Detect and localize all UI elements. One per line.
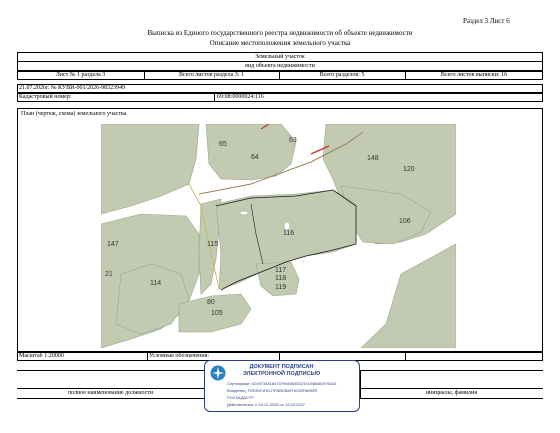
map-label-65: 65 bbox=[219, 141, 227, 148]
cadastral-number: 69:08:0000024:116 bbox=[217, 94, 264, 100]
map-label-117: 117 bbox=[275, 267, 287, 274]
map-label-120: 120 bbox=[403, 166, 415, 173]
map-label-147: 147 bbox=[107, 241, 119, 248]
map-label-118: 118 bbox=[275, 275, 287, 282]
scale-label: Масштаб 1:20000 bbox=[19, 353, 64, 359]
cadastral-map bbox=[101, 124, 456, 348]
date-number: 21.07.2026г. № КУВИ-001/2026-98323949 bbox=[19, 85, 126, 91]
legend-label: Условные обозначения: bbox=[149, 353, 210, 359]
map-label-119: 119 bbox=[275, 284, 287, 291]
parcel-top-left bbox=[101, 124, 199, 214]
object-type-caption: вид объекта недвижимости bbox=[245, 63, 315, 69]
position-caption: полное наименование должности bbox=[67, 390, 154, 396]
stamp-title-1: ДОКУМЕНТ ПОДПИСАН bbox=[249, 364, 314, 370]
map-label-115: 115 bbox=[207, 241, 219, 248]
map-label-64: 64 bbox=[251, 154, 259, 161]
stamp-title-2: ЭЛЕКТРОННОЙ ПОДПИСЬЮ bbox=[242, 371, 321, 377]
sheet-number: Лист № 1 раздела 3 bbox=[55, 72, 106, 78]
map-label-21: 21 bbox=[105, 271, 113, 278]
map-label-116: 116 bbox=[283, 230, 295, 237]
map-label-80: 80 bbox=[207, 299, 215, 306]
stamp-validity: Действителен: с 24.12.2025 по 19.03.2027 bbox=[227, 402, 305, 407]
section-sheet-label: Раздел 3 Лист 6 bbox=[463, 17, 510, 25]
electronic-signature-stamp bbox=[204, 360, 360, 412]
document-title: Выписка из Единого государственного реестра недвижимости об объекте недвижимости bbox=[147, 29, 413, 37]
parcel-114 bbox=[116, 264, 189, 334]
stamp-owner: Владелец: ПУБЛИЧНО-ПРАВОВАЯ КОМПАНИЯ bbox=[227, 388, 317, 393]
stamp-owner-2: РОСКАДАСТР bbox=[227, 395, 254, 400]
map-label-106: 106 bbox=[399, 218, 411, 225]
parcel-63-65 bbox=[206, 124, 296, 180]
total-sections: Всего разделов: 5 bbox=[319, 72, 365, 78]
map-label-105: 105 bbox=[211, 310, 223, 317]
map-label-114: 114 bbox=[150, 280, 162, 287]
parcel-bottom-right bbox=[361, 244, 456, 348]
object-type: Земельный участок bbox=[255, 54, 305, 60]
total-sheets-section: Всего листов раздела 3: 1 bbox=[179, 72, 244, 78]
map-label-63: 63 bbox=[289, 137, 297, 144]
initials-caption: инициалы, фамилия bbox=[425, 390, 478, 396]
cadastral-row bbox=[17, 93, 543, 102]
total-sheets-extract: Всего листов выписки: 16 bbox=[440, 72, 508, 78]
document-subtitle: Описание местоположения земельного участка bbox=[209, 39, 351, 47]
plan-title: План (чертеж, схема) земельного участка bbox=[21, 111, 127, 117]
map-label-148: 148 bbox=[367, 155, 379, 162]
cadastral-label: Кадастровый номер: bbox=[19, 94, 72, 100]
stamp-certificate: Сертификат: 02097344184707998083532191048881976443 bbox=[227, 381, 337, 386]
